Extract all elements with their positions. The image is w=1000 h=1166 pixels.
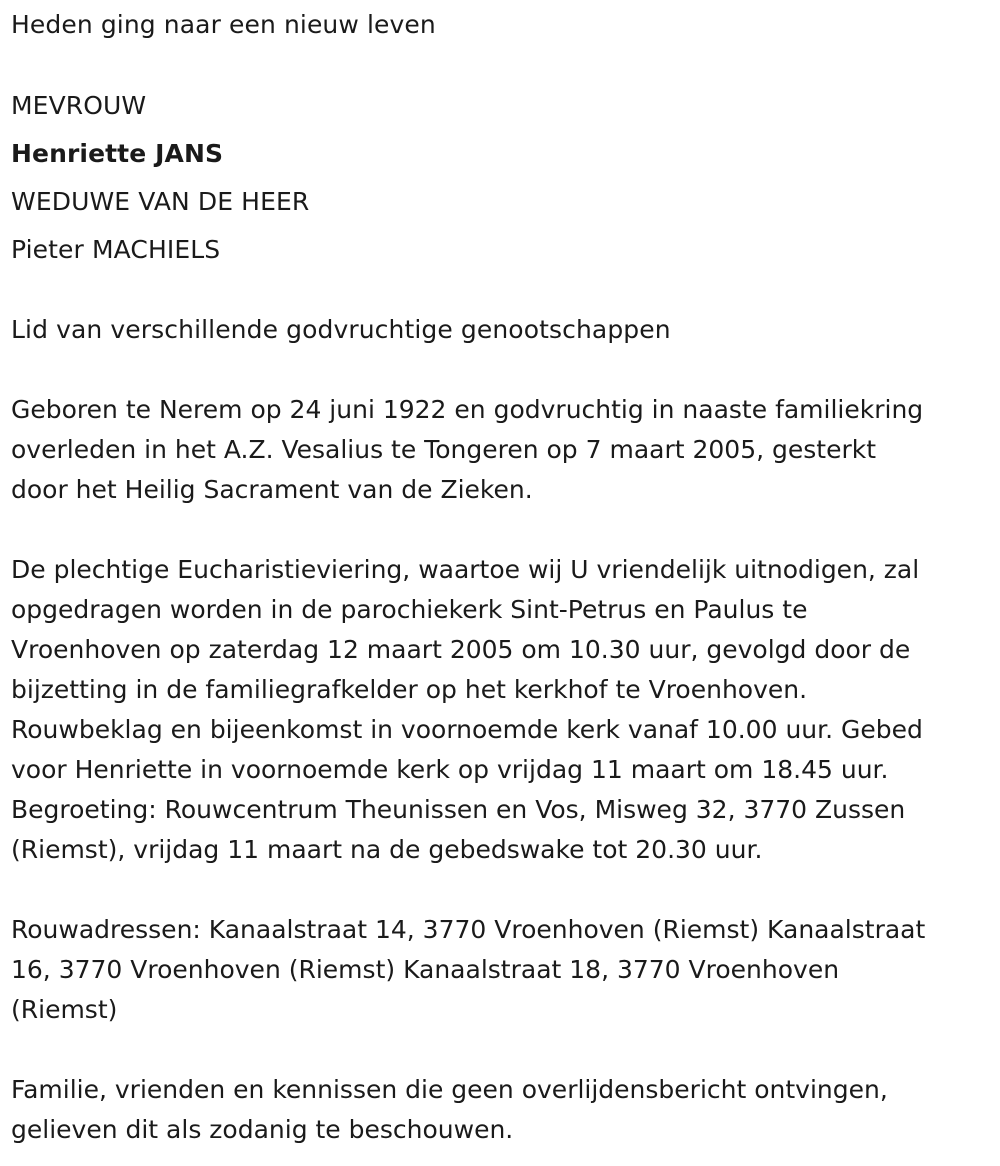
paragraph-line: Geboren te Nerem op 24 juni 1922 en godvruchtig in naaste familiekring (11, 395, 924, 424)
relation-text: WEDUWE VAN DE HEER (11, 187, 310, 216)
intro-text: Heden ging naar een nieuw leven (11, 10, 436, 39)
paragraph-line: overleden in het A.Z. Vesalius te Tongeren op 7 maart 2005, gesterkt (11, 435, 877, 464)
paragraph-line: De plechtige Eucharistieviering, waartoe wij U vriendelijk uitnodigen, zal (11, 555, 920, 584)
paragraph-line: voor Henriette in voornoemde kerk op vrijdag 11 maart om 18.45 uur. (11, 755, 889, 784)
paragraph-line: bijzetting in de familiegrafkelder op het kerkhof te Vroenhoven. (11, 675, 808, 704)
addresses-paragraph (11, 910, 986, 1030)
paragraph-line: 16, 3770 Vroenhoven (Riemst) Kanaalstraat 18, 3770 Vroenhoven (11, 955, 840, 984)
paragraph-line: Familie, vrienden en kennissen die geen overlijdensbericht ontvingen, (11, 1075, 888, 1104)
paragraph-line: (Riemst), vrijdag 11 maart na de gebedswake tot 20.30 uur. (11, 835, 763, 864)
paragraph-line: gelieven dit als zodanig te beschouwen. (11, 1115, 514, 1144)
membership-text: Lid van verschillende godvruchtige genootschappen (11, 315, 671, 344)
spouse-name: Pieter MACHIELS (11, 235, 221, 264)
paragraph-line: Vroenhoven op zaterdag 12 maart 2005 om 10.30 uur, gevolgd door de (11, 635, 911, 664)
honorific-title: MEVROUW (11, 91, 147, 120)
ceremony-paragraph (11, 550, 986, 870)
paragraph-line: (Riemst) (11, 995, 118, 1024)
closing-paragraph (11, 1070, 986, 1150)
paragraph-line: Rouwadressen: Kanaalstraat 14, 3770 Vroenhoven (Riemst) Kanaalstraat (11, 915, 926, 944)
birth-death-paragraph (11, 390, 986, 510)
paragraph-line: door het Heilig Sacrament van de Zieken. (11, 475, 533, 504)
paragraph-line: Begroeting: Rouwcentrum Theunissen en Vos, Misweg 32, 3770 Zussen (11, 795, 906, 824)
paragraph-line: Rouwbeklag en bijeenkomst in voornoemde kerk vanaf 10.00 uur. Gebed (11, 715, 923, 744)
paragraph-line: opgedragen worden in de parochiekerk Sint-Petrus en Paulus te (11, 595, 808, 624)
deceased-name: Henriette JANS (11, 139, 224, 168)
